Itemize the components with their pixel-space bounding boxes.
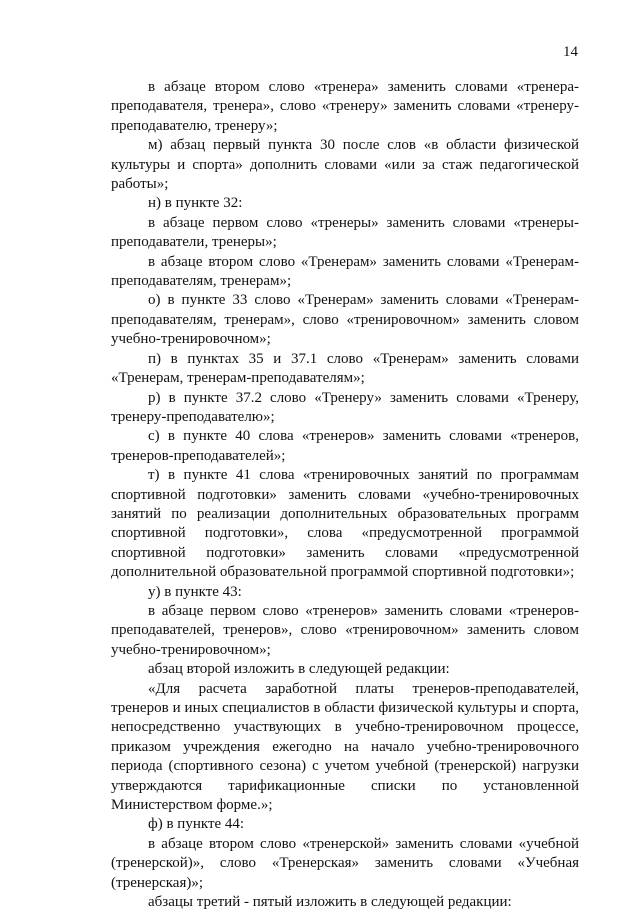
paragraph: н) в пункте 32:	[148, 195, 243, 212]
paragraph: м) абзац первый пункта 30 после слов «в области физической культуры и спорта» дополнить словами «или за стаж педагогической работы»;	[111, 137, 579, 193]
document-body	[111, 78, 579, 912]
paragraph: п) в пунктах 35 и 37.1 слово «Тренерам» заменить словами «Тренерам, тренерам-преподавателям»;	[111, 350, 579, 387]
paragraph: ф) в пункте 44:	[148, 816, 245, 833]
paragraph: т) в пункте 41 слова «тренировочных занятий по программам спортивной подготовки» заменить словами «учебно-тренировочных занятий по реализации дополнительных образовательных программ спортивной подготовки», слова «предусмотренной программой спортивной подготовки» заменить словами «предусмотренной дополнительной образовательной программой спортивной подготовки»;	[111, 467, 579, 581]
paragraph: с) в пункте 40 слова «тренеров» заменить словами «тренеров, тренеров-преподавателей»;	[111, 428, 579, 464]
paragraph: в абзаце первом слово «тренеров» заменить словами «тренеров-преподавателей, тренеров», слово «тренировочном» заменить словом учебно-тренировочном»;	[111, 602, 579, 658]
page-number: 14	[563, 44, 578, 60]
paragraph: абзацы третий - пятый изложить в следующей редакции:	[148, 894, 512, 911]
paragraph: в абзаце первом слово «тренеры» заменить словами «тренеры-преподаватели, тренеры»;	[111, 214, 579, 251]
paragraph: у) в пункте 43:	[148, 583, 242, 600]
paragraph: в абзаце втором слово «тренерской» заменить словами «учебной (тренерской)», слово «Тренерская» заменить словами «Учебная (тренерская)»;	[111, 835, 579, 891]
paragraph: р) в пункте 37.2 слово «Тренеру» заменить словами «Тренеру, тренеру-преподавателю»;	[111, 389, 579, 425]
paragraph: о) в пункте 33 слово «Тренерам» заменить словами «Тренерам-преподавателям, тренерам», слово «тренировочном» заменить словом учебно-тренировочном»;	[111, 292, 579, 348]
paragraph: «Для расчета заработной платы тренеров-преподавателей, тренеров и иных специалистов в области физической культуры и спорта, непосредственно участвующих в учебно-тренировочном процессе, приказом учреждения ежегодно на начало учебно-тренировочного периода (спортивного сезона) с учетом учебной (тренерской) нагрузки утверждаются тарификационные списки по установленной Министерством форме.»;	[111, 680, 579, 814]
paragraph: абзац второй изложить в следующей редакции:	[148, 661, 450, 678]
paragraph: в абзаце втором слово «Тренерам» заменить словами «Тренерам-преподавателям, тренерам»;	[111, 253, 579, 290]
paragraph: в абзаце втором слово «тренера» заменить словами «тренера-преподавателя, тренера», слово «тренеру» заменить словами «тренеру-преподавателю, тренеру»;	[111, 79, 579, 134]
